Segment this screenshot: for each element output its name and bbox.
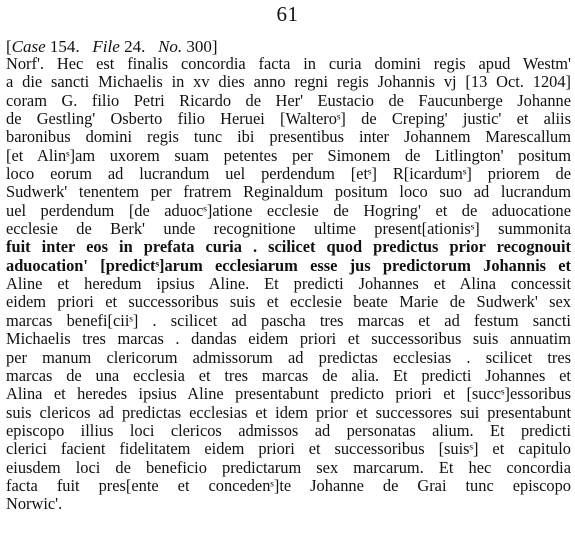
- text-line: loco eorum ad lucrandum uel perdendum [etˢ] R[icardumˢ] priorem de: [6, 164, 571, 184]
- text-line: fuit inter eos in prefata curia . scilicet quod predictus prior recognouit: [6, 237, 571, 257]
- text-line: facta fuit pres[ente et concedenˢ]te Johanne de Grai tunc episcopo: [6, 475, 571, 495]
- text-line: suis clericos ad predictas ecclesias et idem prior et successores sui presentabunt: [6, 402, 571, 422]
- text-line: de Gestling' Osberto filio Heruei [Walteroˢ] de Creping' justic' et aliis: [6, 109, 571, 129]
- file-label: File: [92, 37, 120, 56]
- text-line: coram G. filio Petri Ricardo de Her' Eustacio de Faucunberge Johanne: [6, 90, 571, 110]
- text-line: marcas benefi[ciiˢ] . scilicet ad pascha tres marcas et ad festum sancti: [6, 310, 571, 330]
- text-line: marcas de una ecclesia et tres marcas de alia. Et predicti Johannes et: [6, 365, 571, 385]
- text-line: aduocation' [predictˢ]arum ecclesiarum esse jus predictorum Johannis et: [6, 255, 571, 275]
- text-line: per manum clericorum admissorum ad predictas ecclesias . scilicet tres: [6, 347, 571, 367]
- case-number: 154.: [49, 37, 80, 56]
- text-line: Michaelis tres marcas . dandas eidem priori et successoribus suis annuatim: [6, 329, 571, 349]
- no-label: No.: [158, 37, 183, 56]
- page-number: 61: [276, 2, 299, 26]
- text-line: episcopo illius loci clericos admissos ad personatas alium. Et predicti: [6, 420, 571, 440]
- text-line: Alina et heredes ipsius Aline presentabunt predicto priori et [succˢ]essoribus: [6, 384, 571, 404]
- text-line: ecclesie de Berk' unde recognitione ultime present[ationisˢ] summonita: [6, 219, 571, 239]
- text-line: eiusdem loci de beneficio predictarum sex marcarum. Et hec concordia: [6, 457, 571, 477]
- text-line: a die sancti Michaelis in xv dies anno regni regis Johannis vj [13 Oct. 1204]: [6, 72, 571, 92]
- text-line: Norf'. Hec est finalis concordia facta in curia domini regis apud Westm': [6, 54, 571, 73]
- file-number: 24.: [124, 37, 146, 56]
- text-line: baronibus domini regis tunc ibi presentibus inter Johannem Marescallum: [6, 127, 571, 147]
- text-line: uel perdendum [de aduocˢ]atione ecclesie de Hogring' et de aduocatione: [6, 200, 571, 220]
- document-reference: [Case 154. File 24. No. 300]: [6, 37, 218, 56]
- case-label: Case: [11, 37, 46, 56]
- text-line: clerici facient fidelitatem eidem priori et successoribus [suisˢ] et capitulo: [6, 439, 571, 459]
- document-body: [6, 55, 571, 514]
- no-number: 300: [186, 37, 212, 56]
- text-line: Sudwerk' tenentem per fratrem Reginaldum positum loco suo ad lucrandum: [6, 182, 571, 202]
- text-line: Aline et heredum ipsius Aline. Et predicti Johannes et Alina concessit: [6, 274, 571, 294]
- text-line: Norwic'.: [6, 494, 63, 514]
- text-line: [et Alinˢ]am uxorem suam petentes per Simonem de Litlington' positum: [6, 145, 571, 165]
- text-line: eidem priori et successoribus suis et ecclesie beate Marie de Sudwerk' sex: [6, 292, 571, 312]
